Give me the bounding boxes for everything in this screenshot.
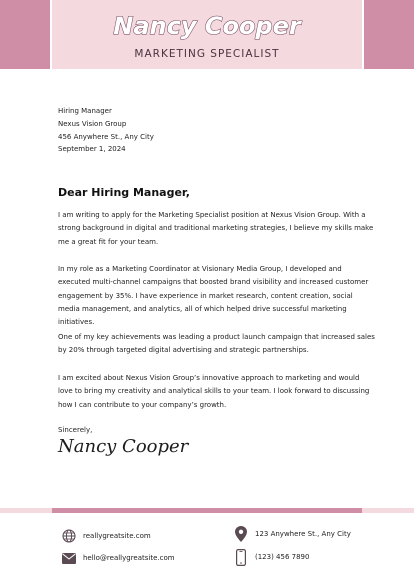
paragraph-experience: In my role as a Marketing Coordinator at Visionary Media Group, I developed and executed multi-channel campaigns that boosted brand visibility and increased customer engagement by 35%. I have experience in market research, content creation, social media management, and analytics, all of which helped drive successful marketing initiatives. [58,265,369,327]
recipient-company: Nexus Vision Group [58,119,127,128]
contact-phone [233,549,309,565]
contact-website [61,528,151,544]
closing-text: Sincerely, [58,426,93,434]
contact-phone-text: (123) 456 7890 [255,553,310,561]
contact-address [233,526,351,542]
sender-name: Nancy Cooper [113,12,301,40]
mail-icon [61,550,77,566]
location-pin-icon [233,526,249,542]
phone-icon [233,549,249,565]
paragraph-achievement: One of my key achievements was leading a product launch campaign that increased sales by 20% through targeted digital advertising and strategic partnerships. [58,333,375,355]
recipient-name: Hiring Manager [58,107,112,115]
recipient-address: 456 Anywhere St., Any City [58,132,154,141]
letter-date: September 1, 2024 [58,145,126,154]
recipient-block [58,105,154,156]
footer-divider-dark [52,508,362,513]
signature: Nancy Cooper [58,436,189,457]
globe-icon [61,528,77,544]
header-right-block [364,0,414,69]
sender-role: MARKETING SPECIALIST [134,48,280,60]
contact-email-text: hello@reallygreatsite.com [83,554,175,562]
salutation: Dear Hiring Manager, [58,186,190,199]
header-left-block [0,0,50,69]
paragraph-intro: I am writing to apply for the Marketing Specialist position at Nexus Vision Group. With a strong background in digital and traditional marketing strategies, I believe my skills make me a great fit for your team. [58,211,374,246]
contact-address-text: 123 Anywhere St., Any City [255,530,351,538]
paragraph-closing: I am excited about Nexus Vision Group’s innovative approach to marketing and would love to bring my creativity and analytical skills to your team. I look forward to discussing how I can contribute to your company’s growth. [58,374,370,409]
contact-website-text: reallygreatsite.com [83,532,151,540]
contact-email [61,550,175,566]
